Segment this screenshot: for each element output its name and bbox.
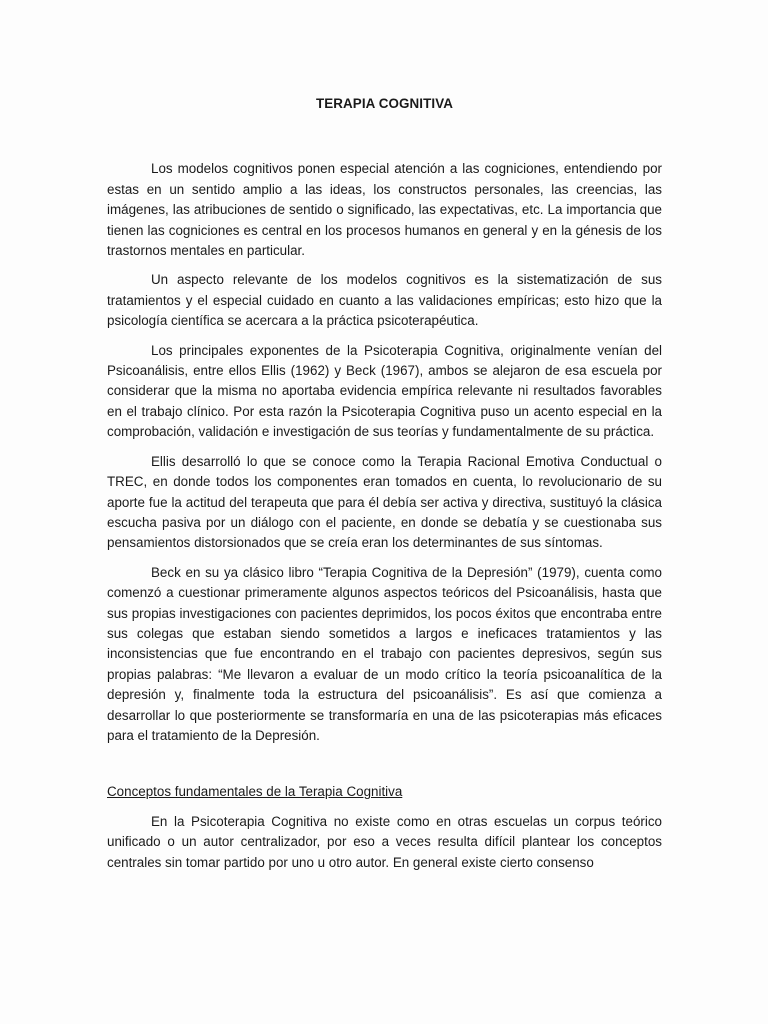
paragraph-intro: Los modelos cognitivos ponen especial atención a las cogniciones, entendiendo por estas en un sentido amplio a las ideas, los constructos personales, las creencias, las imágenes, las atribuciones de sentido o significado, las expectativas, etc. La importancia que tienen las cogniciones es central en los procesos humanos en general y en la génesis de los trastornos mentales en particular.	[107, 161, 662, 259]
paragraph-ellis: Ellis desarrolló lo que se conoce como la Terapia Racional Emotiva Conductual o TREC, en donde todos los componentes eran tomados en cuenta, lo revolucionario de su aporte fue la actitud del terapeuta que para él debía ser activa y directiva, sustituyó la clásica escucha pasiva por un diálogo con el paciente, en donde se debatía y se cuestionaba sus pensamientos distorsionados que se creía eran los determinantes de sus síntomas.	[107, 453, 662, 551]
section-heading: Conceptos fundamentales de la Terapia Cognitiva	[107, 784, 403, 800]
document-title: TERAPIA COGNITIVA	[315, 96, 454, 111]
paragraph-beck: Beck en su ya clásico libro “Terapia Cognitiva de la Depresión” (1979), cuenta como comenzó a cuestionar primeramente algunos aspectos teóricos del Psicoanálisis, hasta que sus propias investigaciones con pacientes deprimidos, los pocos éxitos que encontraba entre sus colegas que estaban siendo sometidos a largos e ineficaces tratamientos y las inconsistencias que fue encontrando en el trabajo con pacientes depresivos, según sus propias palabras: “Me llevaron a evaluar de un modo crítico la teoría psicoanalítica de la depresión y, finalmente toda la estructura del psicoanálisis”. Es así que comienza a desarrollar lo que posteriormente se transformaría en una de las psicoterapias más eficaces para el tratamiento de la Depresión.	[107, 564, 662, 743]
paragraph-concepts: En la Psicoterapia Cognitiva no existe como en otras escuelas un corpus teórico unificado o un autor centralizador, por eso a veces resulta difícil plantear los conceptos centrales sin tomar partido por uno u otro autor. En general existe cierto consenso	[107, 813, 662, 870]
paragraph-exponents: Los principales exponentes de la Psicoterapia Cognitiva, originalmente venían del Psicoanálisis, entre ellos Ellis (1962) y Beck (1967), ambos se alejaron de esa escuela por considerar que la misma no aportaba evidencia empírica relevante ni resultados favorables en el trabajo clínico. Por esta razón la Psicoterapia Cognitiva puso un acento especial en la comprobación, validación e investigación de sus teorías y fundamentalmente de su práctica.	[107, 342, 662, 440]
paragraph-relevance: Un aspecto relevante de los modelos cognitivos es la sistematización de sus tratamientos y el especial cuidado en cuanto a las validaciones empíricas; esto hizo que la psicología científica se acercara a la práctica psicoterapéutica.	[107, 272, 662, 329]
